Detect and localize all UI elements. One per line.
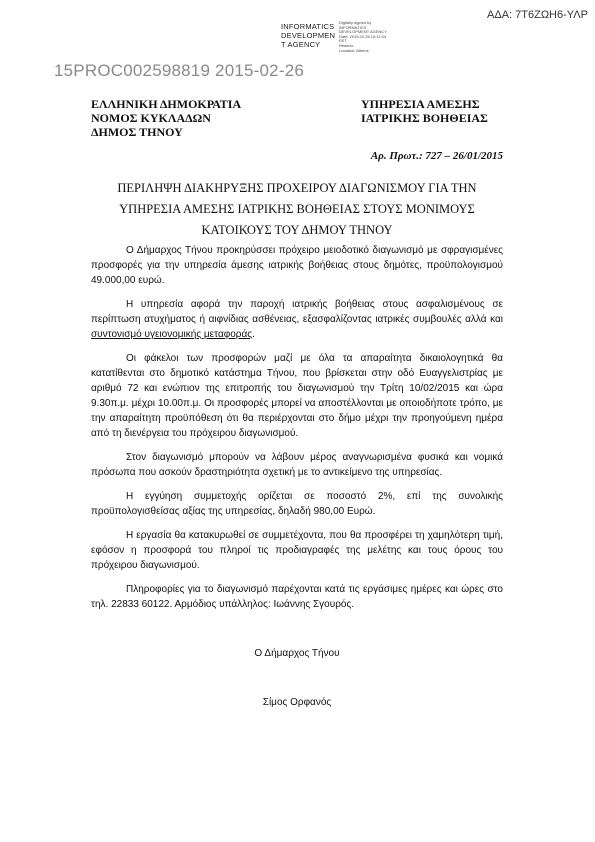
signature-line: Digitally signed by (339, 20, 372, 25)
scope-text: Η υπηρεσία αφορά την παροχή ιατρικής βοήθειας στους ασφαλισμένους σε περίπτωση ατυχήματος ή αιφνίδιας ασθένειας, εξασφαλίζοντας ιατρικές συμβουλές αλλά και (91, 299, 503, 325)
document-title (91, 178, 503, 241)
signature-line: Reason: (339, 42, 354, 48)
service-header (361, 97, 541, 125)
signatory-name: Σίμος Ορφανός (262, 697, 332, 708)
title-line: ΥΠΗΡΕΣΙΑ ΑΜΕΣΗΣ ΙΑΤΡΙΚΗΣ ΒΟΗΘΕΙΑΣ ΣΤΟΥΣ ΜΟΝΙΜΟΥΣ (119, 202, 475, 216)
paragraph-eligibility: Στον διαγωνισμό μπορούν να λάβουν μέρος αναγνωρισμένα φυσικά και νομικά πρόσωπα που ασκούν δραστηριότητα σχετική με το αντικείμενο της υπηρεσίας. (91, 452, 503, 478)
signature-line: Date: 2015.02.26 10:11:04 (339, 33, 387, 39)
title-line: ΚΑΤΟΙΚΟΥΣ ΤΟΥ ΔΗΜΟΥ ΤΗΝΟΥ (201, 223, 393, 237)
scope-underlined-text: συντονισμό υγειονομικής μεταφοράς (91, 329, 253, 340)
service-line: ΥΠΗΡΕΣΙΑ ΑΜΕΣΗΣ (361, 97, 480, 111)
agency-line: INFORMATICS (281, 22, 335, 31)
signature-line: DEVELOPMENT AGENCY (339, 29, 387, 35)
protocol-number: Αρ. Πρωτ.: 727 – 26/01/2015 (370, 150, 503, 162)
issuer-line: ΔΗΜΟΣ ΤΗΝΟΥ (91, 125, 183, 139)
agency-stamp (281, 22, 343, 49)
agency-line: DEVELOPMEN (281, 31, 336, 40)
service-line: ΙΑΤΡΙΚΗΣ ΒΟΗΘΕΙΑΣ (361, 111, 488, 125)
signature-line: INFORMATICS (339, 24, 367, 30)
paragraph-guarantee: Η εγγύηση συμμετοχής ορίζεται σε ποσοστό 2%, επί της συνολικής προϋπολογισθείσας αξίας της υπηρεσίας, δηλαδή 980,00 Ευρώ. (91, 491, 503, 517)
paragraph-submission: Οι φάκελοι των προσφορών μαζί με όλα τα απαραίτητα δικαιολογητικά θα κατατίθενται στο δημοτικό κατάστημα Τήνου, που βρίσκεται στην οδό Ευαγγελιστρίας με αριθμό 72 και ενώπιον της επιτροπής του διαγωνισμού την Τρίτη 10/02/2015 και ώρα 9.30π.μ. μέχρι 10.00π.μ. Οι προσφορές μπορεί να αποστέλλονται με οποιοδήποτε τρόπο, με την απαραίτητη προϋπόθεση ότι θα περιέρχονται στο δήμο μέχρι την προηγούμενη ημέρα από τη διενέργεια του πρόχειρου διαγωνισμού. (91, 353, 503, 439)
paragraph-announcement: Ο Δήμαρχος Τήνου προκηρύσσει πρόχειρο μειοδοτικό διαγωνισμό με σφραγισμένες προσφορές για την υπηρεσία άμεσης ιατρικής βοήθειας στους δημότες, προϋπολογισμού 49.000,00 ευρώ. (91, 245, 503, 286)
signature-line: Location: Athens (339, 47, 369, 53)
paragraph-award: Η εργασία θα κατακυρωθεί σε συμμετέχοντα, που θα προσφέρει τη χαμηλότερη τιμή, εφόσον η προσφορά του πληροί τις προδιαγραφές της μελέτης και τους όρους του πρόχειρου διαγωνισμού. (91, 530, 503, 571)
signatory-title: Ο Δήμαρχος Τήνου (254, 648, 340, 659)
scope-end: . (252, 329, 255, 340)
agency-line: T AGENCY (281, 40, 321, 49)
signature-line: EET (339, 38, 347, 44)
issuer-line: ΕΛΛΗΝΙΚΗ ΔΗΜΟΚΡΑΤΙΑ (91, 97, 242, 111)
issuer-header (91, 97, 291, 139)
document-body (91, 243, 503, 621)
paragraph-contact: Πληροφορίες για το διαγωνισμό παρέχονται κατά τις εργάσιμες ημέρες και ώρες στο τηλ. 22833 60122. Αρμόδιος υπάλληλος: Ιωάννης Σγουρός. (91, 584, 503, 610)
digital-signature-block (339, 21, 439, 53)
issuer-line: ΝΟΜΟΣ ΚΥΚΛΑΔΩΝ (91, 111, 211, 125)
procurement-id: 15PROC002598819 2015-02-26 (54, 61, 304, 80)
ada-code: ΑΔΑ: 7Τ6ΖΩΗ6-ΥΛΡ (487, 9, 588, 21)
title-line: ΠΕΡΙΛΗΨΗ ΔΙΑΚΗΡΥΞΗΣ ΠΡΟΧΕΙΡΟΥ ΔΙΑΓΩΝΙΣΜΟΥ ΓΙΑ ΤΗΝ (117, 181, 477, 195)
paragraph-scope (91, 297, 503, 342)
